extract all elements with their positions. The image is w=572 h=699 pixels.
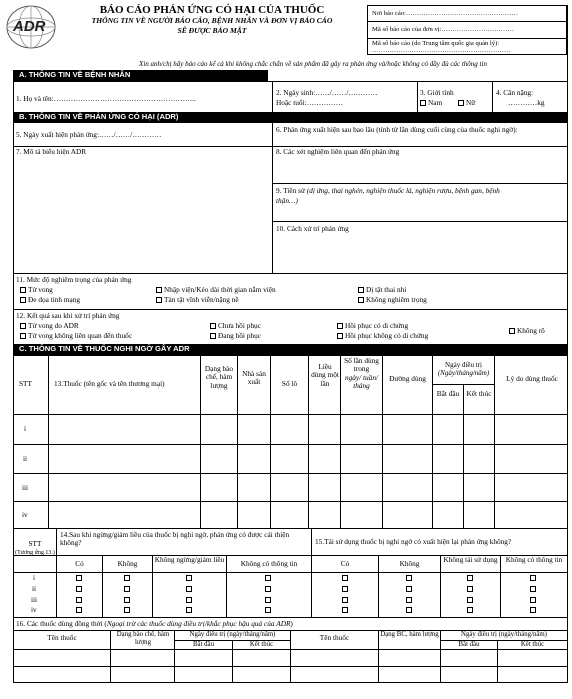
- col-end: Kết thúc: [466, 389, 492, 398]
- col-times: Số lần dùng trong ngày/ tuần/ tháng: [344, 356, 379, 391]
- patient-gender-label: 3. Giới tính: [420, 88, 454, 97]
- outcome-unknown-checkbox[interactable]: Không rõ: [509, 327, 545, 335]
- checkbox-icon: [420, 100, 426, 106]
- q14-checkbox[interactable]: [265, 597, 271, 603]
- lab-tests-field[interactable]: 8. Các xét nghiệm liên quan đến phản ứng: [276, 147, 400, 156]
- section-b-header: B. THÔNG TIN VỀ PHẢN ỨNG CÓ HẠI (ADR): [13, 112, 568, 123]
- severity-birth-defect-checkbox[interactable]: Dị tật thai nhi: [358, 286, 406, 294]
- q14-checkbox[interactable]: [76, 575, 82, 581]
- q15-checkbox[interactable]: [530, 597, 536, 603]
- q15-checkbox[interactable]: [406, 586, 412, 592]
- checkbox-icon: [156, 297, 162, 303]
- logo-text: ADR: [13, 18, 46, 35]
- q14-opt-not-stopped: Không ngừng/giảm liều: [154, 555, 225, 564]
- q14-opt-no: Không: [117, 559, 138, 568]
- gender-female-checkbox[interactable]: Nữ: [458, 99, 475, 107]
- q14-checkbox[interactable]: [265, 586, 271, 592]
- checkbox-icon: [20, 333, 26, 339]
- q14-checkbox[interactable]: [186, 575, 192, 581]
- conc-col-start: Bắt đầu: [193, 641, 214, 648]
- report-center-code-field[interactable]: ………………………………………………………: [372, 47, 511, 54]
- outcome-label: 12. Kết quả sau khi xử trí phản ứng: [16, 311, 120, 320]
- q15-checkbox[interactable]: [342, 607, 348, 613]
- q15-checkbox[interactable]: [406, 597, 412, 603]
- checkbox-icon: [337, 323, 343, 329]
- conc-col-name-2: Tên thuốc: [319, 633, 350, 642]
- checkbox-icon: [20, 297, 26, 303]
- table-row: iii: [22, 483, 29, 492]
- patient-name-field[interactable]: 1. Họ và tên:…………………………………………………..: [16, 94, 196, 103]
- q14-opt-yes: Có: [75, 559, 84, 568]
- q14-checkbox[interactable]: [124, 597, 130, 603]
- col-dose: Liều dùng một lần: [311, 362, 339, 388]
- report-center-code-label: Mã số báo cáo (do Trung tâm quốc gia quản lý):: [372, 40, 500, 47]
- severity-disability-checkbox[interactable]: Tàn tật vĩnh viễn/nặng nề: [156, 296, 239, 304]
- checkbox-icon: [210, 333, 216, 339]
- col-stt: STT: [19, 379, 32, 388]
- q14-checkbox[interactable]: [76, 607, 82, 613]
- q14-checkbox[interactable]: [124, 586, 130, 592]
- conc-col-end: Kết thúc: [249, 641, 274, 648]
- severity-label: 11. Mức độ nghiêm trọng của phản ứng: [16, 275, 132, 284]
- conc-col-dates-2: Ngày điều trị (ngày/tháng/năm): [461, 631, 547, 638]
- history-field-cont: thận…): [276, 196, 298, 205]
- outcome-death-unrelated-checkbox[interactable]: Tử vong không liên quan đến thuốc: [20, 332, 132, 340]
- conc-col-form-2: Dạng BC, hàm lượng: [380, 631, 439, 638]
- q15-checkbox[interactable]: [467, 597, 473, 603]
- adr-onset-time-field[interactable]: 6. Phản ứng xuất hiện sau bao lâu (tính từ lần dùng cuối cùng của thuốc nghi ngờ):: [276, 125, 518, 134]
- checkbox-icon: [20, 323, 26, 329]
- q14-checkbox[interactable]: [186, 586, 192, 592]
- patient-dob-field[interactable]: 2. Ngày sinh:……/……/…………: [276, 88, 378, 97]
- q15-checkbox[interactable]: [342, 575, 348, 581]
- q15-checkbox[interactable]: [530, 586, 536, 592]
- conc-col-dates: Ngày điều trị (ngày/tháng/năm): [189, 631, 276, 638]
- q-row-label: i: [33, 573, 36, 582]
- q14-checkbox[interactable]: [265, 575, 271, 581]
- page-subtitle: THÔNG TIN VỀ NGƯỜI BÁO CÁO, BỆNH NHÂN VÀ ĐƠN VỊ BÁO CÁO: [91, 16, 333, 25]
- outcome-death-adr-checkbox[interactable]: Tử vong do ADR: [20, 322, 79, 330]
- checkbox-icon: [156, 287, 162, 293]
- severity-hospital-checkbox[interactable]: Nhập viện/Kéo dài thời gian nằm viện: [156, 286, 276, 294]
- checkbox-icon: [210, 323, 216, 329]
- col-drug-name: 13.Thuốc (tên gốc và tên thương mại): [54, 379, 165, 388]
- outcome-recovering-checkbox[interactable]: Đang hồi phục: [210, 332, 261, 340]
- col-manufacturer: Nhà sản xuất: [242, 369, 266, 387]
- q15-checkbox[interactable]: [467, 575, 473, 581]
- checkbox-icon: [358, 297, 364, 303]
- checkbox-icon: [358, 287, 364, 293]
- q15-opt-no-info: Không có thông tin: [505, 555, 563, 564]
- q14-opt-no-info: Không có thông tin: [240, 559, 298, 568]
- checkbox-icon: [509, 328, 515, 334]
- section-a-header: A. THÔNG TIN VỀ BỆNH NHÂN: [13, 70, 268, 81]
- q15-opt-no: Không: [399, 559, 420, 568]
- q14-checkbox[interactable]: [76, 597, 82, 603]
- col-route: Đường dùng: [389, 374, 426, 383]
- q14-checkbox[interactable]: [186, 607, 192, 613]
- patient-weight-field[interactable]: …………kg: [508, 98, 545, 107]
- q15-checkbox[interactable]: [406, 607, 412, 613]
- q15-checkbox[interactable]: [530, 575, 536, 581]
- outcome-not-recovered-checkbox[interactable]: Chưa hồi phục: [210, 322, 261, 330]
- conc-col-start-2: Bắt đầu: [458, 641, 480, 648]
- q14-checkbox[interactable]: [124, 607, 130, 613]
- patient-age-field[interactable]: Hoặc tuổi:……………: [276, 98, 344, 107]
- severity-not-serious-checkbox[interactable]: Không nghiêm trọng: [358, 296, 427, 304]
- q-row-label: iv: [31, 605, 37, 614]
- q15-checkbox[interactable]: [530, 607, 536, 613]
- logo: [5, 4, 57, 50]
- checkbox-icon: [458, 100, 464, 106]
- col-start: Bắt đầu: [436, 389, 460, 398]
- severity-death-checkbox[interactable]: Tử vong: [20, 286, 53, 294]
- q15-checkbox[interactable]: [467, 607, 473, 613]
- col-form: Dạng bào chế, hàm lượng: [204, 364, 234, 390]
- q15-opt-no-reuse: Không tái sử dụng: [443, 555, 498, 564]
- q15-checkbox[interactable]: [342, 597, 348, 603]
- table-row: iv: [22, 510, 28, 519]
- conc-col-end-2: Kết thúc: [520, 641, 545, 648]
- conc-col-form: Dạng bào chế, hàm lượng: [116, 631, 170, 646]
- q15-checkbox[interactable]: [467, 586, 473, 592]
- table-row: ii: [23, 454, 28, 463]
- q14-checkbox[interactable]: [186, 597, 192, 603]
- q15-label: 15.Tái sử dụng thuốc bị nghi ngờ có xuất hiện lại phản ứng không?: [315, 537, 512, 546]
- q15-checkbox[interactable]: [406, 575, 412, 581]
- conc-col-name: Tên thuốc: [47, 633, 77, 642]
- page-subtitle-2: SẼ ĐƯỢC BẢO MẬT: [177, 26, 247, 35]
- col-reason: Lý do dùng thuốc: [506, 374, 558, 383]
- q14-checkbox[interactable]: [124, 575, 130, 581]
- patient-weight-label: 4. Cân nặng:: [496, 88, 534, 97]
- q14-checkbox[interactable]: [76, 586, 82, 592]
- col-dates: Ngày điều trị (Ngày/tháng/năm): [437, 361, 490, 378]
- q-row-label: ii: [32, 584, 37, 593]
- report-unit-code-field[interactable]: Mã số báo cáo của đơn vị:……………………………: [372, 26, 514, 33]
- table-row: i: [24, 424, 27, 433]
- report-note: Xin anh/chị hãy báo cáo kể cả khi không chắc chắn về sản phẩm đã gây ra phản ứng và/hoặc không có đầy đủ các thông tin: [139, 60, 487, 68]
- section-c-header: C. THÔNG TIN VỀ THUỐC NGHI NGỜ GÂY ADR: [13, 344, 568, 355]
- outcome-sequelae-checkbox[interactable]: Hồi phục có di chứng: [337, 322, 408, 330]
- q15-checkbox[interactable]: [342, 586, 348, 592]
- treatment-field[interactable]: 10. Cách xử trí phản ứng: [276, 224, 349, 233]
- checkbox-icon: [20, 287, 26, 293]
- history-field[interactable]: 9. Tiền sử (dị ứng, thai nghén, nghiện thuốc lá, nghiện rượu, bệnh gan, bệnh: [276, 186, 500, 195]
- gender-male-checkbox[interactable]: Nam: [420, 99, 442, 107]
- q14-checkbox[interactable]: [265, 607, 271, 613]
- q15-opt-yes: Có: [340, 559, 350, 568]
- q14-label: 14.Sau khi ngừng/giảm liều của thuốc bị nghi ngờ, phản ứng có được cải thiện không?: [60, 530, 290, 548]
- col-lot: Số lô: [281, 379, 298, 388]
- concomitant-label: 16. Các thuốc dùng đồng thời (Ngoại trừ các thuốc dùng điều trị/khắc phục hậu quả của ADR): [16, 619, 293, 628]
- outcome-recovered-checkbox[interactable]: Hồi phục không có di chứng: [337, 332, 428, 340]
- severity-life-threat-checkbox[interactable]: Đe dọa tính mạng: [20, 296, 80, 304]
- report-place-field[interactable]: Nơi báo cáo:……………………………………………: [372, 10, 518, 17]
- stt2-header: STT (Tương ứng 13.): [15, 539, 55, 557]
- page-title: BÁO CÁO PHẢN ỨNG CÓ HẠI CỦA THUỐC: [99, 4, 325, 16]
- adr-onset-date-field[interactable]: 5. Ngày xuất hiện phản ứng:……/……/…………: [16, 130, 162, 139]
- checkbox-icon: [337, 333, 343, 339]
- q-row-label: iii: [31, 595, 38, 604]
- adr-description-field[interactable]: 7. Mô tả biểu hiện ADR: [16, 147, 87, 156]
